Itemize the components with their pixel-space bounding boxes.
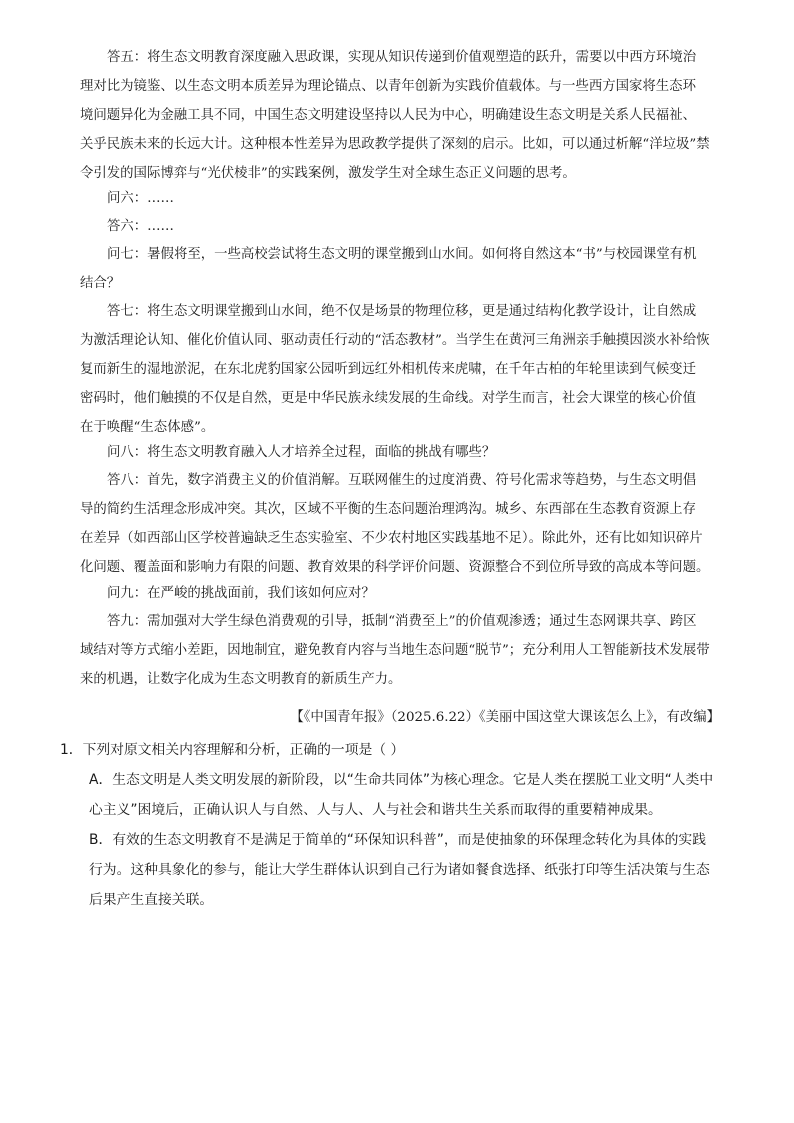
- answer-5-paragraph: [80, 43, 720, 188]
- option-a: [89, 765, 729, 825]
- text-line: 心主义”困境后，正确认识人与自然、人与人、人与社会和谐共生关系而取得的重要精神成果。: [89, 802, 662, 818]
- text-line: 答八：首先，数字消费主义的价值消解。互联网催生的过度消费、符号化需求等趋势，与生态文明倡: [107, 473, 697, 488]
- answer-9-paragraph: [80, 607, 720, 694]
- text-line: 结合？: [80, 276, 121, 291]
- question-7-paragraph: [80, 240, 720, 298]
- text-line: 令引发的国际博弈与“光伏棱非”的实践案例，激发学生对全球生态正义问题的思考。: [80, 166, 576, 181]
- text-line: 关乎民族未来的长远大计。这种根本性差异为思政教学提供了深刻的启示。比如，可以通过析解“洋垃圾”禁: [80, 137, 710, 152]
- text-line: 问六：……: [107, 191, 174, 206]
- text-line: 来的机遇，让数字化成为生态文明教育的新质生产力。: [80, 672, 402, 687]
- text-line: 化问题、覆盖面和影响力有限的问题、教育效果的科学评价问题、资源整合不到位所导致的高成本等问题。: [80, 560, 710, 575]
- question-8-paragraph: [80, 438, 720, 467]
- question-1-stem: [60, 735, 730, 765]
- text-line: 复而新生的湿地淤泥，在东北虎豹国家公园听到远红外相机传来虎啸，在千年古柏的年轮里读到气候变迁: [80, 362, 696, 377]
- text-line: 后果产生直接关联。: [89, 892, 214, 908]
- text-line: 密码时，他们触摸的不仅是自然，更是中华民族永续发展的生命线。对学生而言，社会大课堂的核心价值: [80, 391, 696, 406]
- text-line: 答七：将生态文明课堂搬到山水间，绝不仅是场景的物理位移，更是通过结构化教学设计，让自然成: [107, 304, 697, 319]
- question-9-paragraph: [80, 579, 720, 608]
- text-line: 问八：将生态文明教育融入人才培养全过程，面临的挑战有哪些？: [107, 445, 496, 460]
- text-line: 答六：……: [107, 219, 174, 234]
- answer-7-paragraph: [80, 297, 720, 442]
- text-line: 问七：暑假将至，一些高校尝试将生态文明的课堂搬到山水间。如何将自然这本“书”与校园课堂有机: [107, 247, 697, 262]
- text-line: 理对比为镜鉴、以生态文明本质差异为理论锚点、以青年创新为实践价值载体。与一些西方国家将生态环: [80, 79, 696, 94]
- text-line: 问九：在严峻的挑战面前，我们该如何应对？: [107, 586, 375, 601]
- answer-6-paragraph: [80, 212, 720, 241]
- text-line: 在差异（如西部山区学校普遍缺乏生态实验室、不少农村地区实践基地不足）。除此外，还有比如知识碎片: [80, 531, 703, 546]
- source-citation: 【《中国青年报》（2025.6.22）《美丽中国这堂大课该怎么上》，有改编】: [290, 710, 720, 725]
- text-line: 域结对等方式缩小差距，因地制宜，避免教育内容与当地生态问题“脱节”；充分利用人工智能新技术发展带: [80, 643, 710, 658]
- text-line: 1．下列对原文相关内容理解和分析，正确的一项是（ ）: [60, 742, 405, 758]
- text-line: 答九：需加强对大学生绿色消费观的引导，抵制“消费至上”的价值观渗透；通过生态网课共享、跨区: [107, 614, 697, 629]
- text-line: 行为。这种具象化的参与，能让大学生群体认识到自己行为诸如餐食选择、纸张打印等生活决策与生态: [89, 862, 710, 878]
- answer-8-paragraph: [80, 466, 720, 582]
- question-6-paragraph: [80, 184, 720, 213]
- text-line: B．有效的生态文明教育不是满足于简单的“环保知识科普”，而是使抽象的环保理念转化为具体的实践: [89, 832, 707, 848]
- text-line: 答五：将生态文明教育深度融入思政课，实现从知识传递到价值观塑造的跃升，需要以中西方环境治: [107, 50, 697, 65]
- text-line: 在于唤醒“生态体感”。: [80, 420, 215, 435]
- text-line: 为激活理论认知、催化价值认同、驱动责任行动的“活态教材”。当学生在黄河三角洲亲手触摸因淡水补给恢: [80, 333, 710, 348]
- text-line: 导的简约生活理念形成冲突。其次，区域不平衡的生态问题治理鸿沟。城乡、东西部在生态教育资源上存: [80, 502, 696, 517]
- option-b: [89, 825, 729, 915]
- text-line: A．生态文明是人类文明发展的新阶段，以“生命共同体”为核心理念。它是人类在摆脱工业文明“人类中: [89, 772, 714, 788]
- text-line: 境问题异化为金融工具不同，中国生态文明建设坚持以人民为中心，明确建设生态文明是关系人民福祉、: [80, 108, 696, 123]
